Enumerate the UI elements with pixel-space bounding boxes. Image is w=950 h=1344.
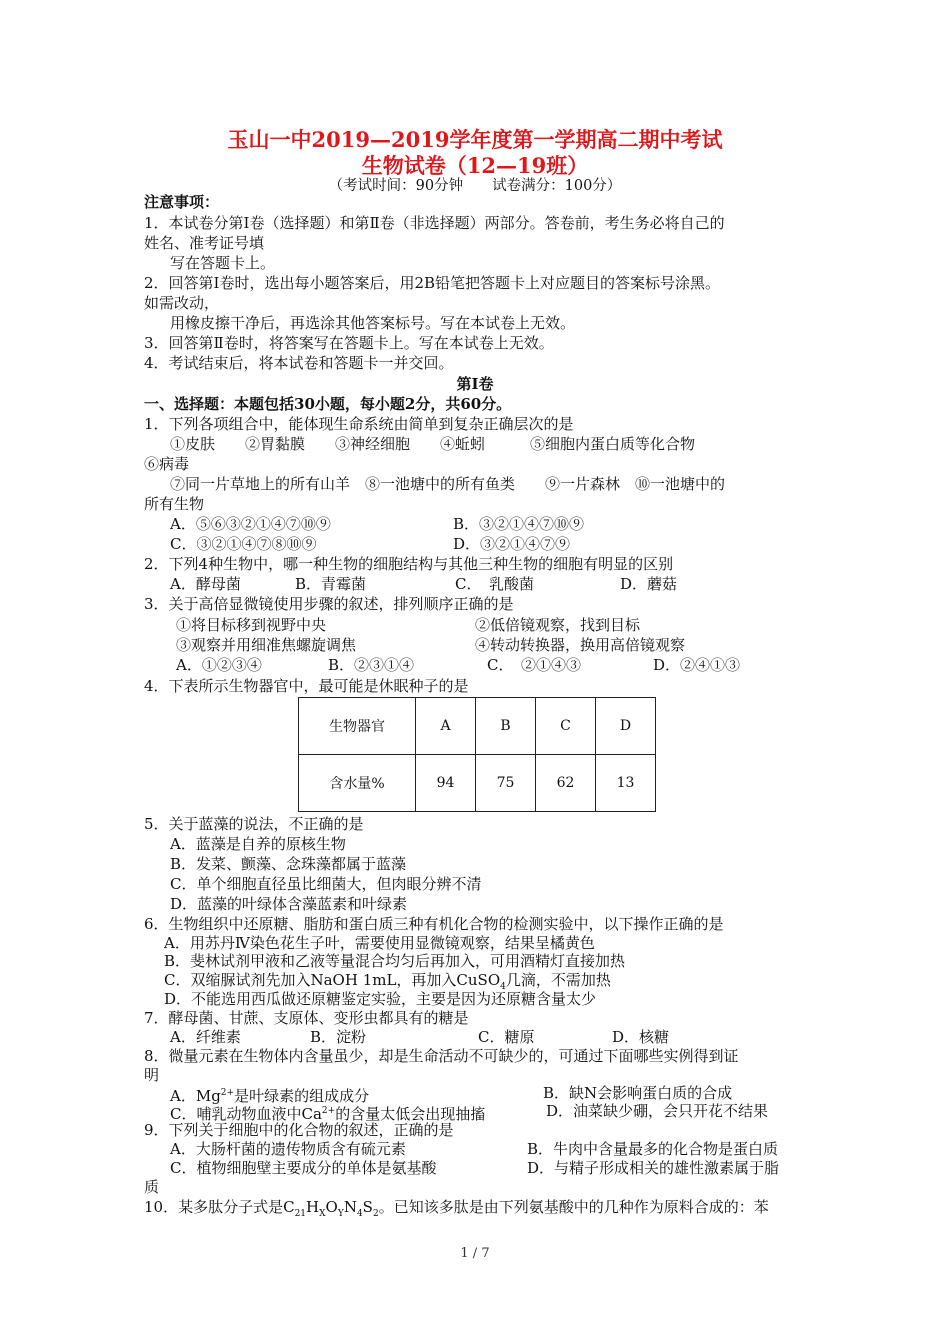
table-cell: 13	[596, 755, 656, 812]
option-d: D．蓝藻的叶绿体含藻蓝素和叶绿素	[170, 895, 408, 913]
part-label: 第Ⅰ卷	[456, 375, 494, 393]
table-cell: 62	[536, 755, 596, 812]
option-d: D．②④①③	[653, 656, 741, 674]
question-stem: 5．关于蓝藻的说法，不正确的是	[144, 815, 364, 833]
option-a: A．纤维素	[170, 1028, 241, 1046]
page-number: 1 / 7	[460, 1246, 490, 1261]
table-header-cell: 生物器官	[299, 698, 416, 755]
option-c: C． ②①④③	[487, 656, 581, 674]
option-a-text: A．Mg	[170, 1087, 221, 1105]
question-stem: 2．下列4种生物中，哪一种生物的细胞结构与其他三种生物的细胞有明显的区别	[144, 555, 674, 573]
question-items: ①皮肤 ②胃黏膜 ③神经细胞 ④蚯蚓 ⑤细胞内蛋白质等化合物	[170, 435, 696, 453]
step-item: ③观察并用细准焦螺旋调焦	[176, 636, 357, 654]
option-a: A．用苏丹Ⅳ染色花生子叶，需要使用显微镜观察，结果呈橘黄色	[164, 934, 595, 952]
option-d: D．油菜缺少硼，会只开花不结果	[546, 1102, 769, 1120]
option-d: D．不能选用西瓜做还原糖鉴定实验，主要是因为还原糖含量太少	[164, 990, 597, 1008]
exam-subtitle: 生物试卷（12—19班）	[361, 153, 589, 178]
option-d: D．核糖	[612, 1028, 670, 1046]
question-items: ⑥病毒	[144, 455, 190, 473]
option-c: C． 乳酸菌	[455, 575, 534, 593]
option-b: B．发菜、颤藻、念珠藻都属于蓝藻	[170, 855, 407, 873]
option-c: C．③②①④⑦⑧⑩⑨	[170, 535, 317, 553]
notice-line: 4．考试结束后，将本试卷和答题卡一并交回。	[144, 354, 454, 372]
superscript: 2+	[321, 1106, 336, 1116]
question-items: ⑦同一片草地上的所有山羊 ⑧一池塘中的所有鱼类 ⑨一片森林 ⑩一池塘中的	[170, 475, 726, 493]
option-c: C．单个细胞直径虽比细菌大，但肉眼分辨不清	[170, 875, 482, 893]
option-d: D．③②①④⑦⑨	[453, 535, 571, 553]
formula-text: S	[362, 1198, 373, 1216]
notice-line: 3．回答第Ⅱ卷时，将答案写在答题卡上。写在本试卷上无效。	[144, 334, 554, 352]
subscript: 21	[294, 1209, 307, 1219]
table-row	[299, 698, 656, 755]
formula-text: 10．某多肽分子式是C	[144, 1198, 295, 1216]
table-row	[299, 755, 656, 812]
table-cell: 含水量%	[299, 755, 416, 812]
option-a-text: 是叶绿素的组成成分	[234, 1087, 370, 1105]
table-header-cell: B	[476, 698, 536, 755]
option-b: B．青霉菌	[295, 575, 367, 593]
option-d: D．与精子形成相关的雄性激素属于脂	[527, 1159, 780, 1177]
option-c: C．植物细胞壁主要成分的单体是氨基酸	[170, 1159, 437, 1177]
exam-info: （考试时间：90分钟 试卷满分：100分）	[328, 178, 622, 194]
notice-heading: 注意事项：	[144, 193, 220, 211]
step-item: ④转动转换器，换用高倍镜观察	[475, 636, 686, 654]
question-stem: 7．酵母菌、甘蔗、支原体、变形虫都具有的糖是	[144, 1009, 469, 1027]
question-stem: 1．下列各项组合中，能体现生命系统由简单到复杂正确层次的是	[144, 415, 574, 433]
notice-line: 写在答题卡上。	[170, 254, 276, 272]
notice-line: 1．本试卷分第Ⅰ卷（选择题）和第Ⅱ卷（非选择题）两部分。答卷前，考生务必将自己的	[144, 214, 725, 232]
notice-line: 2．回答第Ⅰ卷时，选出每小题答案后，用2B铅笔把答题卡上对应题目的答案标号涂黑。	[144, 274, 721, 292]
notice-line: 用橡皮擦干净后，再选涂其他答案标号。写在本试卷上无效。	[170, 314, 576, 332]
option-b: B．淀粉	[310, 1028, 367, 1046]
subscript: X	[319, 1209, 326, 1219]
question-stem: 6．生物组织中还原糖、脂肪和蛋白质三种有机化合物的检测实验中，以下操作正确的是	[144, 915, 724, 933]
exam-title: 玉山一中2019—2019学年度第一学期高二期中考试	[227, 127, 723, 152]
formula-text: H	[306, 1198, 320, 1216]
question-stem: 明	[144, 1066, 160, 1084]
option-b: B．缺N会影响蛋白质的合成	[543, 1084, 733, 1102]
option-c: C．糖原	[478, 1028, 535, 1046]
superscript: 2+	[220, 1088, 235, 1098]
option-c-text: C．哺乳动物血液中Ca	[170, 1105, 322, 1123]
option-a: A．①②③④	[176, 656, 262, 674]
option-a: A．大肠杆菌的遗传物质含有硫元素	[170, 1140, 406, 1158]
question-stem: 4．下表所示生物器官中，最可能是休眠种子的是	[144, 677, 469, 695]
notice-line: 如需改动，	[144, 294, 220, 312]
option-a: A．⑤⑥③②①④⑦⑩⑨	[170, 515, 331, 533]
option-a: A．蓝藻是自养的原核生物	[170, 835, 346, 853]
table-cell: 75	[476, 755, 536, 812]
option-b: B．牛肉中含量最多的化合物是蛋白质	[527, 1140, 779, 1158]
table-header-cell: D	[596, 698, 656, 755]
water-content-table	[298, 697, 656, 812]
question-items: 所有生物	[144, 495, 205, 513]
question-stem: 8．微量元素在生物体内含量虽少，却是生命活动不可缺少的，可通过下面哪些实例得到证	[144, 1047, 739, 1065]
option-b: B．斐林试剂甲液和乙液等量混合均匀后再加入，可用酒精灯直接加热	[164, 952, 626, 970]
question-stem: 9．下列关于细胞中的化合物的叙述，正确的是	[144, 1121, 454, 1139]
section-heading: 一、选择题：本题包括30小题，每小题2分，共60分。	[144, 395, 512, 413]
table-header-cell: C	[536, 698, 596, 755]
option-c-text: 的含量太低会出现抽搐	[335, 1105, 486, 1123]
step-item: ②低倍镜观察，找到目标	[475, 616, 641, 634]
formula-text: O	[325, 1198, 338, 1216]
formula-text: N	[343, 1198, 357, 1216]
formula-text: 。已知该多肽是由下列氨基酸中的几种作为原料合成的：苯	[378, 1198, 769, 1216]
question-stem: 3．关于高倍显微镜使用步骤的叙述，排列顺序正确的是	[144, 595, 514, 613]
subscript: 2	[372, 1209, 379, 1219]
option-b: B．③②①④⑦⑩⑨	[453, 515, 585, 533]
step-item: ①将目标移到视野中央	[176, 616, 327, 634]
table-header-cell: A	[416, 698, 476, 755]
question-stem	[144, 1198, 814, 1224]
subscript: 4	[500, 982, 506, 992]
notice-line: 姓名、准考证号填	[144, 234, 265, 252]
option-c-text: 几滴，不需加热	[505, 971, 611, 989]
option-b: B．②③①④	[328, 656, 415, 674]
table-cell: 94	[416, 755, 476, 812]
subscript: 4	[356, 1209, 363, 1219]
subscript: Y	[337, 1209, 344, 1219]
option-c-text: C．双缩脲试剂先加入NaOH 1mL，再加入CuSO	[164, 971, 501, 989]
option-d: D．蘑菇	[620, 575, 678, 593]
option-a: A．酵母菌	[170, 575, 241, 593]
option-d-continued: 质	[144, 1178, 160, 1196]
